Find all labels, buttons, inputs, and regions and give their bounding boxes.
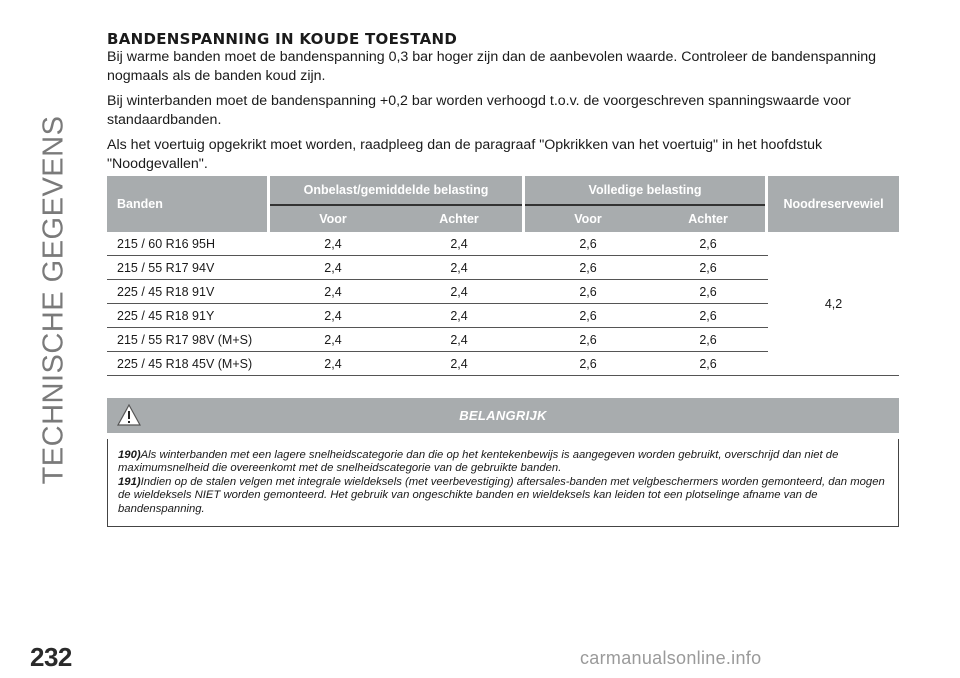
notice-title: BELANGRIJK [459, 408, 547, 423]
pressure-full-front: 2,6 [525, 280, 651, 304]
pressure-partial-rear: 2,4 [396, 256, 522, 280]
pressure-full-front: 2,6 [525, 328, 651, 352]
note-text: Indien op de stalen velgen met integrale wieldeksels (met veerbevestiging) aftersales-banden met velgbeschermers worden gemonteerd, dan mogen de wieldeksels NIET worden gemonteerd. Het gebruik van ongeschikte banden en wieldeksels kan leiden tot een plotselinge afname van de bandenspanning. [118, 475, 885, 515]
watermark: carmanualsonline.info [580, 648, 762, 668]
subheader-rear: Achter [651, 205, 765, 232]
tyre-size: 225 / 45 R18 91V [107, 280, 267, 304]
pressure-partial-front: 2,4 [270, 328, 396, 352]
cell-gap [765, 256, 768, 280]
section-heading: BANDENSPANNING IN KOUDE TOESTAND [107, 30, 458, 48]
important-notice [107, 398, 899, 527]
pressure-full-front: 2,6 [525, 304, 651, 328]
pressure-partial-rear: 2,4 [396, 280, 522, 304]
table-header-row [107, 176, 899, 205]
pressure-partial-front: 2,4 [270, 352, 396, 376]
tyre-size: 215 / 55 R17 94V [107, 256, 267, 280]
pressure-partial-front: 2,4 [270, 280, 396, 304]
pressure-full-rear: 2,6 [651, 232, 765, 256]
chapter-side-title-text: TECHNISCHE GEGEVENS [37, 115, 70, 485]
pressure-partial-front: 2,4 [270, 232, 396, 256]
body-paragraph: Als het voertuig opgekrikt moet worden, raadpleeg dan de paragraaf "Opkrikken van het voertuig" in het hoofdstuk "Noodgevallen". [107, 137, 823, 172]
pressure-full-rear: 2,6 [651, 280, 765, 304]
notice-header [107, 398, 899, 433]
tyre-size: 215 / 55 R17 98V (M+S) [107, 328, 267, 352]
note-reference: 191) [118, 475, 141, 488]
notice-body [107, 439, 899, 527]
pressure-full-rear: 2,6 [651, 328, 765, 352]
body-paragraph: Bij warme banden moet de bandenspanning 0,3 bar hoger zijn dan de aanbevolen waarde. Controleer de bandenspanning nogmaals als de banden koud zijn. [107, 49, 877, 84]
tyre-pressure-table [107, 176, 899, 376]
column-header-spare: Noodreservewiel [768, 176, 899, 232]
spare-wheel-pressure: 4,2 [768, 232, 899, 376]
pressure-partial-rear: 2,4 [396, 232, 522, 256]
pressure-partial-rear: 2,4 [396, 352, 522, 376]
column-group-full-load: Volledige belasting [525, 176, 765, 205]
tyre-size: 225 / 45 R18 45V (M+S) [107, 352, 267, 376]
cell-gap [765, 304, 768, 328]
cell-gap [765, 280, 768, 304]
subheader-front: Voor [270, 205, 396, 232]
cell-gap [765, 352, 768, 376]
note-text: Als winterbanden met een lagere snelheidscategorie dan die op het kentekenbewijs is aangegeven worden gebruikt, overschrijd dan niet de maximumsnelheid die overeenkomt met de snelheidscategorie van de gebruikte banden. [118, 449, 839, 475]
pressure-partial-rear: 2,4 [396, 304, 522, 328]
pressure-full-rear: 2,6 [651, 256, 765, 280]
column-header-tyres: Banden [107, 176, 267, 232]
pressure-partial-rear: 2,4 [396, 328, 522, 352]
tyre-size: 215 / 60 R16 95H [107, 232, 267, 256]
pressure-full-front: 2,6 [525, 232, 651, 256]
note-reference: 190) [118, 449, 141, 461]
body-paragraph: Bij winterbanden moet de bandenspanning +0,2 bar worden verhoogd t.o.v. de voorgeschreven spanningswaarde voor standaardbanden. [107, 93, 851, 128]
pressure-full-rear: 2,6 [651, 304, 765, 328]
pressure-partial-front: 2,4 [270, 256, 396, 280]
notice-note [118, 476, 890, 516]
column-group-partial-load: Onbelast/gemiddelde belasting [270, 176, 522, 205]
tyre-size: 225 / 45 R18 91Y [107, 304, 267, 328]
table-row [107, 232, 899, 256]
page-number: 232 [30, 642, 72, 672]
pressure-full-front: 2,6 [525, 352, 651, 376]
subheader-front: Voor [525, 205, 651, 232]
pressure-partial-front: 2,4 [270, 304, 396, 328]
notice-note [118, 449, 890, 476]
cell-gap [765, 328, 768, 352]
main-content [107, 30, 902, 180]
subheader-rear: Achter [396, 205, 522, 232]
pressure-full-rear: 2,6 [651, 352, 765, 376]
pressure-full-front: 2,6 [525, 256, 651, 280]
